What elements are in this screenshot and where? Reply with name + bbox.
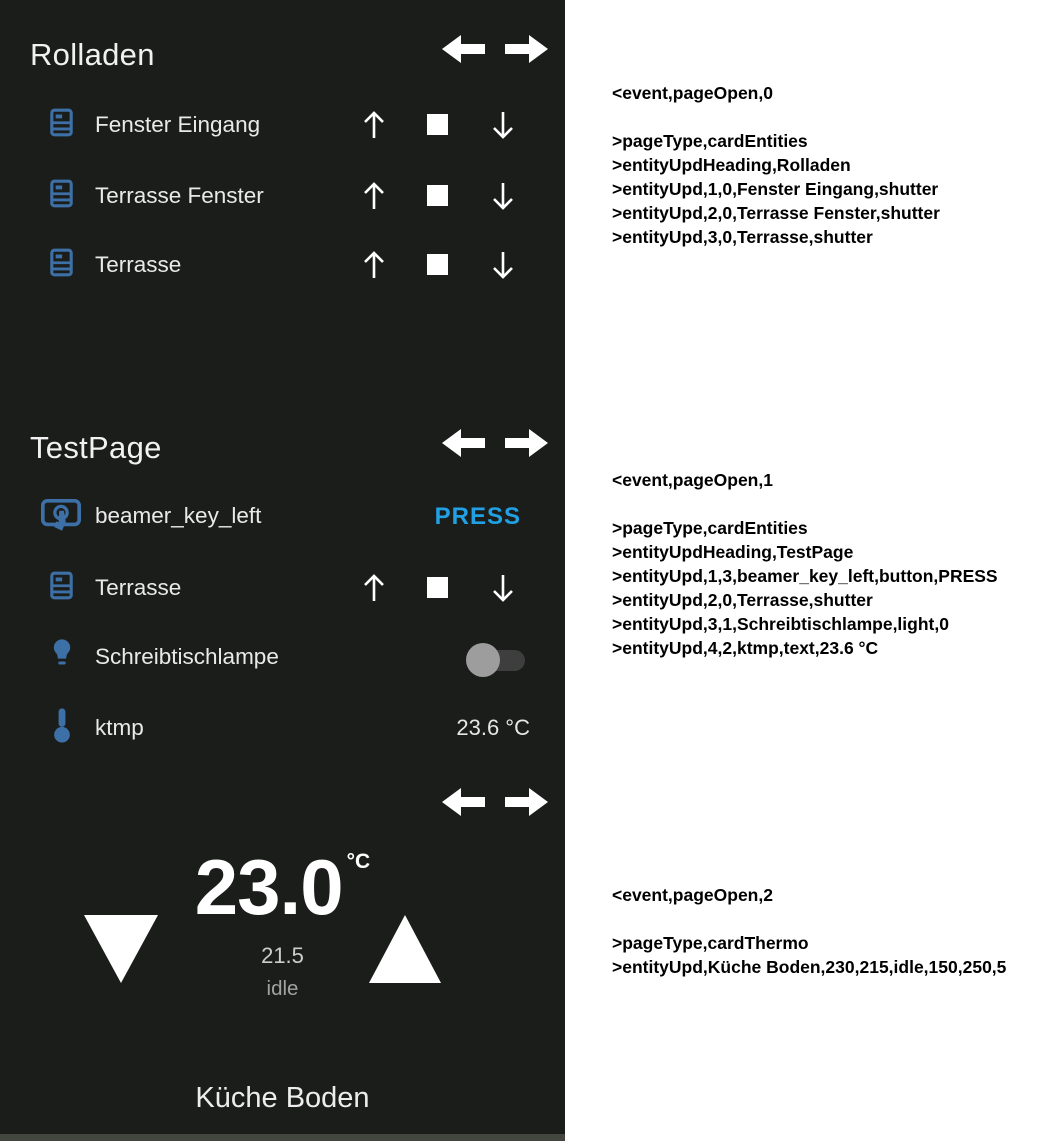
log-line: >entityUpd,4,2,ktmp,text,23.6 °C: [612, 638, 879, 658]
nav-next-button[interactable]: [505, 786, 548, 818]
arrow-right-icon: [505, 52, 548, 69]
entity-label: beamer_key_left: [95, 503, 262, 528]
thermostat-title: Küche Boden: [195, 1082, 370, 1114]
shutter-down-button[interactable]: [489, 108, 517, 147]
log-line: <event,pageOpen,1: [612, 470, 773, 490]
entity-row: [0, 241, 565, 289]
shutter-stop-button[interactable]: [427, 254, 448, 275]
serial-log-block: [612, 81, 1042, 249]
light-toggle[interactable]: [466, 642, 526, 678]
window-shutter-icon: [46, 245, 77, 285]
arrow-right-icon: [505, 446, 548, 463]
nav-prev-button[interactable]: [442, 786, 485, 818]
log-line: >entityUpd,3,1,Schreibtischlampe,light,0: [612, 614, 949, 634]
card-heading-testpage: TestPage: [30, 430, 162, 465]
serial-log-block: [612, 883, 1042, 979]
target-temperature: 21.5: [261, 943, 304, 968]
entity-label: Fenster Eingang: [95, 112, 261, 137]
window-shutter-icon: [46, 105, 77, 145]
log-line: >entityUpd,3,0,Terrasse,shutter: [612, 227, 873, 247]
log-line: >entityUpdHeading,TestPage: [612, 542, 854, 562]
log-line: >pageType,cardEntities: [612, 518, 808, 538]
log-line: >entityUpd,2,0,Terrasse,shutter: [612, 590, 873, 610]
entity-row: [0, 633, 565, 681]
nav-next-button[interactable]: [505, 33, 548, 65]
entity-label: Schreibtischlampe: [95, 644, 279, 669]
log-line: <event,pageOpen,2: [612, 885, 773, 905]
shutter-down-button[interactable]: [489, 179, 517, 218]
arrow-right-icon: [505, 805, 548, 822]
log-line: >pageType,cardEntities: [612, 131, 808, 151]
shutter-down-button[interactable]: [489, 248, 517, 287]
temperature-unit: °C: [346, 850, 371, 873]
nav-next-button[interactable]: [505, 427, 548, 459]
window-shutter-icon: [46, 176, 77, 216]
shutter-stop-button[interactable]: [427, 185, 448, 206]
log-line: >pageType,cardThermo: [612, 933, 809, 953]
log-line: >entityUpdHeading,Rolladen: [612, 155, 851, 175]
entity-row: [0, 704, 565, 752]
entity-label: ktmp: [95, 715, 144, 740]
entity-row: [0, 492, 565, 540]
arrow-left-icon: [442, 52, 485, 69]
serial-log-block: [612, 468, 1042, 660]
nav-prev-button[interactable]: [442, 427, 485, 459]
hvac-state: idle: [266, 977, 299, 1000]
shutter-up-button[interactable]: [360, 108, 388, 147]
shutter-down-button[interactable]: [489, 571, 517, 610]
shutter-up-button[interactable]: [360, 571, 388, 610]
log-line: <event,pageOpen,0: [612, 83, 773, 103]
entity-label: Terrasse: [95, 575, 182, 600]
shutter-stop-button[interactable]: [427, 114, 448, 135]
shutter-stop-button[interactable]: [427, 577, 448, 598]
entity-row: [0, 564, 565, 612]
arrow-left-icon: [442, 446, 485, 463]
shutter-up-button[interactable]: [360, 179, 388, 218]
entity-row: [0, 101, 565, 149]
log-line: >entityUpd,1,0,Fenster Eingang,shutter: [612, 179, 939, 199]
log-line: >entityUpd,Küche Boden,230,215,idle,150,250,5: [612, 957, 1007, 977]
sensor-value: 23.6 °C: [456, 715, 530, 740]
press-button[interactable]: PRESS: [429, 492, 527, 542]
entity-label: Terrasse: [95, 252, 182, 277]
lightbulb-icon: [48, 636, 76, 678]
log-line: >entityUpd,2,0,Terrasse Fenster,shutter: [612, 203, 940, 223]
bottom-strip: [0, 1134, 565, 1141]
window-shutter-icon: [46, 568, 77, 608]
entity-label: Terrasse Fenster: [95, 183, 264, 208]
toggle-knob: [466, 643, 500, 677]
gesture-tap-button-icon: [38, 494, 84, 539]
nav-prev-button[interactable]: [442, 33, 485, 65]
current-temperature-value: 23.0: [194, 843, 343, 931]
shutter-up-button[interactable]: [360, 248, 388, 287]
entity-row: [0, 172, 565, 220]
arrow-left-icon: [442, 805, 485, 822]
log-line: >entityUpd,1,3,beamer_key_left,button,PRESS: [612, 566, 998, 586]
card-heading-rolladen: Rolladen: [30, 37, 155, 72]
thermometer-icon: [52, 707, 72, 749]
